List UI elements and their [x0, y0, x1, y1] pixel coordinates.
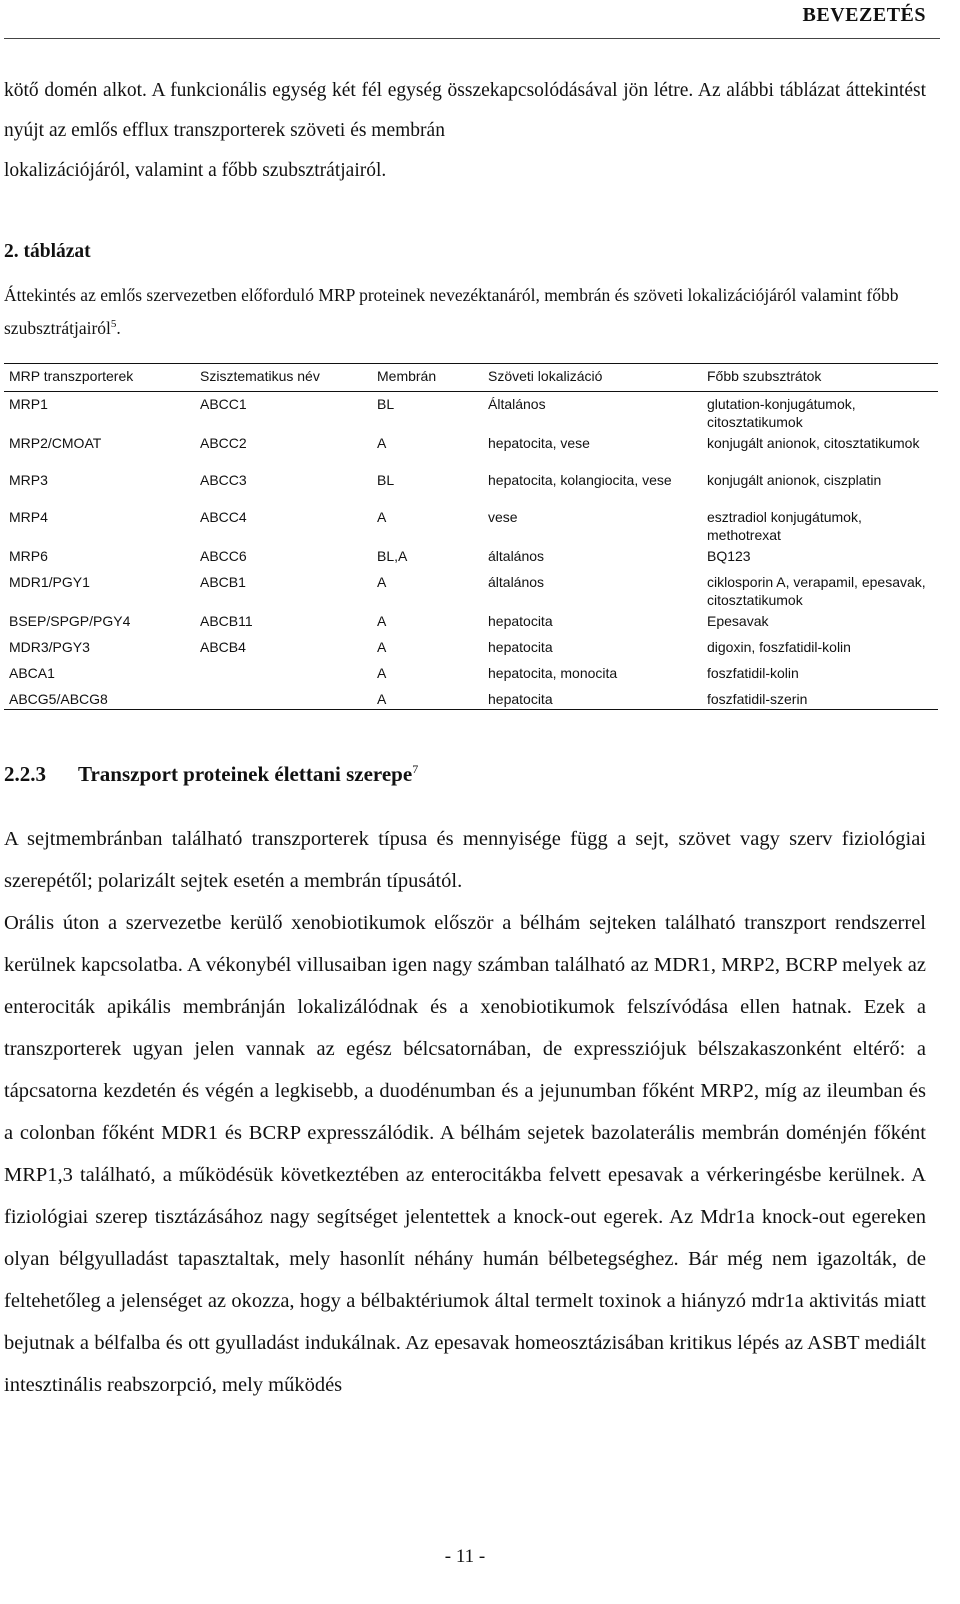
cell-membrane: A	[377, 613, 387, 629]
table-row	[4, 468, 938, 505]
cell-transporter: MDR1/PGY1	[9, 574, 90, 590]
section-number: 2.2.3	[4, 762, 46, 786]
intro-paragraph	[4, 71, 926, 191]
body-text	[4, 818, 926, 1406]
cell-membrane: A	[377, 435, 387, 451]
intro-text: kötő domén alkot. A funkcionális egység két fél egység összekapcsolódásával jön létre. Az alábbi táblázat áttekintést nyújt az emlős efflux transzporterek szöveti és membrán	[4, 80, 926, 141]
cell-localization: hepatocita, monocita	[488, 665, 618, 681]
cell-transporter: ABCA1	[9, 665, 55, 681]
cell-localization: hepatocita, kolangiocita, vese	[488, 472, 672, 488]
cell-substrates: foszfatidil-szerin	[702, 687, 938, 709]
cell-transporter: MRP1	[9, 396, 48, 412]
section-reference: 7	[412, 762, 419, 776]
cell-localization: hepatocita	[488, 613, 553, 629]
cell-systematic-name: ABCC3	[200, 472, 247, 488]
header-substrates: Főbb szubsztrátok	[702, 364, 938, 392]
caption-text: Áttekintés az emlős szervezetben előforduló MRP proteinek nevezéktanáról, membrán és szöveti lokalizációjáról valamint főbb szubsztrátjairól	[4, 285, 899, 338]
table-header-row	[4, 364, 938, 392]
cell-substrates: Epesavak	[707, 613, 769, 629]
cell-systematic-name: ABCC4	[200, 509, 247, 525]
cell-transporter: BSEP/SPGP/PGY4	[9, 613, 131, 629]
cell-localization: hepatocita, vese	[488, 435, 590, 451]
cell-transporter: MRP6	[9, 548, 48, 564]
cell-substrates: digoxin, foszfatidil-kolin	[707, 639, 851, 655]
cell-localization: általános	[488, 548, 545, 564]
table-row	[4, 635, 938, 661]
cell-transporter: MDR3/PGY3	[9, 639, 90, 655]
header-membrane: Membrán	[372, 364, 483, 392]
intro-last-line: lokalizációjáról, valamint a főbb szubsztrátjairól.	[4, 160, 387, 181]
cell-systematic-name	[195, 661, 372, 687]
cell-substrates: BQ123	[707, 548, 751, 564]
cell-systematic-name: ABCC1	[200, 396, 247, 412]
table-row	[4, 687, 938, 709]
paragraph: A sejtmembránban található transzporterek típusa és mennyisége függ a sejt, szövet vagy szerv fiziológiai szerepétől; polarizált sejtek esetén a membrán típusától.	[4, 828, 926, 892]
cell-membrane: A	[377, 509, 387, 525]
table-row	[4, 570, 938, 609]
cell-substrates: konjugált anionok, citosztatikumok	[707, 435, 920, 451]
cell-systematic-name: ABCC2	[200, 435, 247, 451]
cell-systematic-name	[195, 687, 372, 709]
cell-localization: hepatocita	[488, 639, 553, 655]
running-header: BEVEZETÉS	[802, 4, 926, 26]
cell-transporter: MRP4	[9, 509, 48, 525]
cell-membrane: A	[377, 639, 387, 655]
table-row	[4, 661, 938, 687]
section-heading	[4, 762, 418, 787]
cell-localization: hepatocita	[483, 687, 702, 709]
header-transporters: MRP transzporterek	[4, 364, 195, 392]
cell-transporter: MRP3	[9, 472, 48, 488]
caption-reference: 5	[110, 318, 117, 330]
table-row	[4, 431, 938, 468]
table-row	[4, 505, 938, 544]
cell-transporter: ABCG5/ABCG8	[4, 687, 195, 709]
cell-systematic-name: ABCC6	[200, 548, 247, 564]
cell-localization: Általános	[488, 396, 546, 412]
cell-membrane: BL	[377, 472, 395, 488]
cell-substrates: esztradiol konjugátumok, methotrexat	[707, 509, 862, 543]
cell-substrates: foszfatidil-kolin	[707, 665, 799, 681]
table-row	[4, 544, 938, 570]
caption-tail: .	[116, 317, 121, 338]
cell-membrane: A	[377, 665, 387, 681]
cell-substrates: ciklosporin A, verapamil, epesavak, citosztatikumok	[707, 574, 926, 608]
table-label: 2. táblázat	[4, 241, 91, 262]
cell-substrates: glutation-konjugátumok, citosztatikumok	[707, 396, 856, 430]
header-systematic-name: Szisztematikus név	[195, 364, 372, 392]
paragraph: Orális úton a szervezetbe kerülő xenobiotikumok először a bélhám sejteken található transzport rendszerrel kerülnek kapcsolatba. A vékonybél villusaiban igen nagy számban található az MDR1, MRP2, BCRP melyek az enterociták apikális membránján lokalizálódnak és a xenobiotikumok felszívódása ellen hatnak. Ezek a transzporterek ugyan jelen vannak az egész bélcsatornában, de expressziójuk bélszakaszonként eltérő: a tápcsatorna kezdetén és végén a legkisebb, a duodénumban és a jejunumban főként MRP2, míg az ileumban és a colonban főként MDR1 és BCRP expresszálódik. A bélhám sejetek bazolaterális membrán doménjén főként MRP1,3 található, a működésük következtében az enterocitákba felvett epesavak a vérkeringésbe kerülnek. A fiziológiai szerep tisztázásához nagy segítséget jelentettek a knock-out egerek. Az Mdr1a knock-out egereken olyan bélgyulladást tapasztaltak, mely hasonlít néhány humán bélbetegséghez. Bár még nem igazolták, de feltehetőleg a jelenséget az okozza, hogy a bélbaktériumok által termelt toxinok a hiányzó mdr1a aktivitás miatt bejutnak a bélfalba és ott gyulladást indukálnak. Az epesavak homeosztázisában kritikus lépés az ASBT mediált intesztinális reabszorpció, mely működés	[4, 912, 926, 1396]
cell-localization: vese	[488, 509, 518, 525]
mrp-table	[4, 363, 938, 710]
cell-transporter: MRP2/CMOAT	[9, 435, 102, 451]
table-row	[4, 609, 938, 635]
cell-systematic-name: ABCB11	[200, 613, 253, 629]
cell-localization: általános	[488, 574, 545, 590]
cell-membrane: A	[372, 687, 483, 709]
cell-membrane: BL,A	[377, 548, 408, 564]
cell-systematic-name: ABCB1	[200, 574, 246, 590]
table-row	[4, 392, 938, 432]
cell-membrane: A	[377, 574, 387, 590]
cell-membrane: BL	[377, 396, 395, 412]
table-caption	[4, 281, 938, 343]
cell-substrates: konjugált anionok, ciszplatin	[707, 472, 882, 488]
cell-systematic-name: ABCB4	[200, 639, 246, 655]
page-number: - 11 -	[444, 1546, 486, 1567]
section-title: Transzport proteinek élettani szerepe	[78, 762, 413, 786]
header-rule	[4, 38, 940, 39]
header-tissue-localization: Szöveti lokalizáció	[483, 364, 702, 392]
